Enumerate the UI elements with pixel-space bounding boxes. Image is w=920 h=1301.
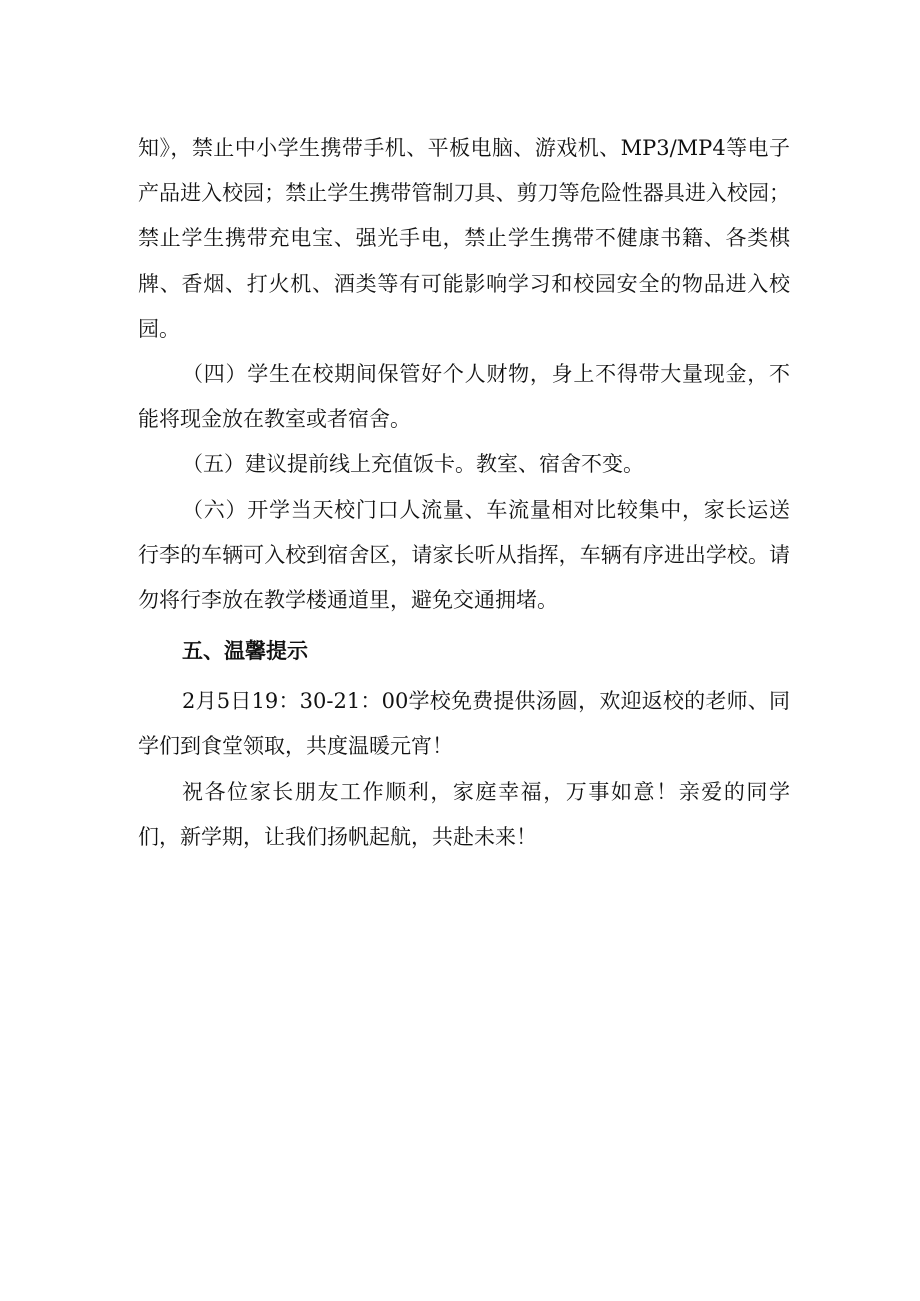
paragraph-meal-card: （五）建议提前线上充值饭卡。教室、宿舍不变。: [182, 452, 644, 477]
paragraph-lantern-festival: 2月5日19：30-21：00学校免费提供汤圆，欢迎返校的老师、同学们到食堂领取，共度温暖元宵！: [138, 689, 790, 759]
paragraph-prohibited-items: 知》，禁止中小学生携带手机、平板电脑、游戏机、MP3/MP4等电子产品进入校园；禁止学生携带管制刀具、剪刀等危险性器具进入校园；禁止学生携带充电宝、强光手电，禁止学生携带不健康书籍、各类棋牌、香烟、打火机、酒类等有可能影响学习和校园安全的物品进入校园。: [138, 136, 790, 341]
paragraph-personal-property: （四）学生在校期间保管好个人财物，身上不得带大量现金，不能将现金放在教室或者宿舍。: [138, 362, 790, 432]
section-heading-reminders: 五、温馨提示: [182, 639, 308, 664]
paragraph-closing-wishes: 祝各位家长朋友工作顺利，家庭幸福，万事如意！亲爱的同学们，新学期，让我们扬帆起航，共赴未来！: [138, 779, 790, 849]
document-body: [138, 126, 790, 860]
paragraph-traffic: （六）开学当天校门口人流量、车流量相对比较集中，家长运送行李的车辆可入校到宿舍区，请家长听从指挥，车辆有序进出学校。请勿将行李放在教学楼通道里，避免交通拥堵。: [138, 497, 790, 613]
